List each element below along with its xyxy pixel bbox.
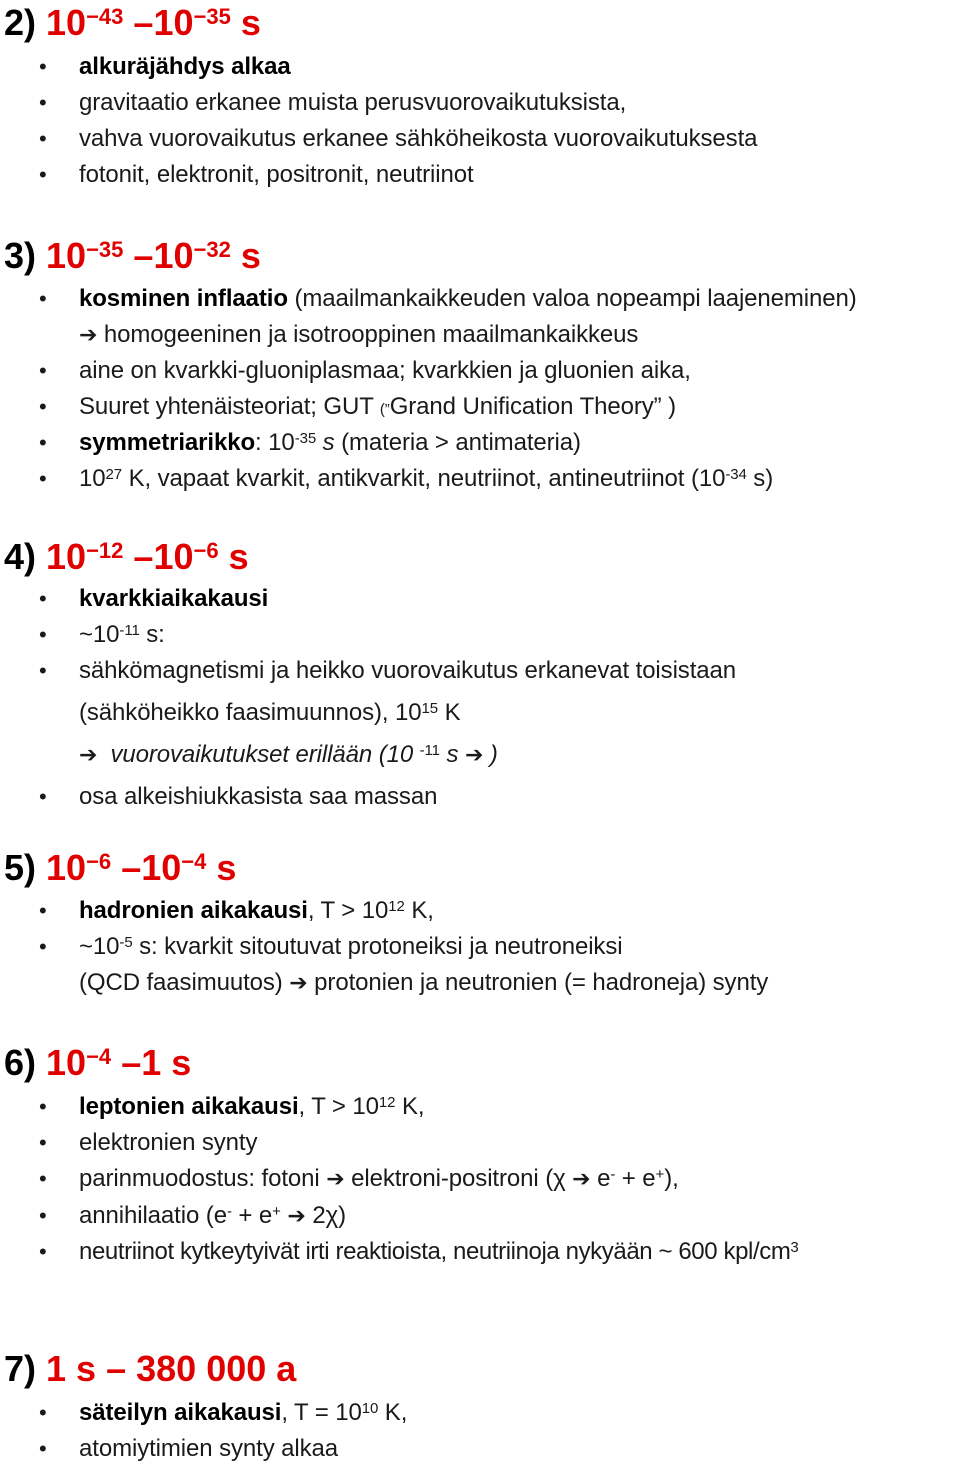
range-unit: s — [171, 1042, 192, 1083]
range-start-base: 10 — [46, 235, 87, 276]
list-item — [39, 655, 737, 687]
exponent: + — [655, 1166, 665, 1183]
range-dash: – — [121, 847, 142, 888]
item-text: osa alkeishiukkasista saa massan — [79, 783, 438, 810]
item-bold: kvarkkiaikakausi — [79, 585, 269, 612]
bullet-icon: • — [39, 784, 47, 809]
bullet-icon: • — [39, 54, 47, 79]
range-start-exp: −4 — [86, 1044, 112, 1069]
item-italic: ) — [483, 741, 498, 768]
item-text: atomiytimien synty alkaa — [79, 1435, 339, 1462]
item-text: gravitaatio erkanee muista perusvuorovaikutuksista, — [79, 89, 627, 116]
list-item — [39, 427, 581, 459]
item-text: K — [438, 699, 461, 726]
range-end-base: 1 — [141, 1042, 162, 1083]
paren-close: ” ) — [653, 393, 677, 420]
bullet-icon: • — [39, 466, 47, 491]
range-end-base: 10 — [153, 536, 194, 577]
item-text: + e — [615, 1165, 656, 1192]
item-text: (QCD faasimuutos) — [79, 969, 290, 996]
item-text: , T = 10 — [281, 1399, 362, 1426]
range-start-exp: −43 — [86, 4, 124, 29]
bullet-icon: • — [39, 1400, 47, 1425]
section-number: 5) — [4, 847, 37, 888]
exponent: - — [610, 1166, 616, 1183]
list-item — [39, 1200, 346, 1232]
range-end-exp: −35 — [193, 4, 231, 29]
section-number: 6) — [4, 1042, 37, 1083]
item-text: K, — [404, 897, 434, 924]
bullet-icon: • — [39, 162, 47, 187]
item-bold: symmetriarikko — [79, 429, 256, 456]
list-item — [39, 619, 165, 651]
arrow-right-icon: ➔ — [464, 742, 484, 767]
exponent: 3 — [790, 1239, 799, 1256]
item-text: e — [590, 1165, 611, 1192]
exponent: -5 — [119, 934, 133, 951]
exponent: 27 — [105, 466, 122, 483]
bullet-icon: • — [39, 586, 47, 611]
item-text: elektroni-positroni (χ — [344, 1165, 573, 1192]
exponent: -11 — [419, 742, 440, 759]
item-text: elektronien synty — [79, 1129, 258, 1156]
item-text: 2χ) — [305, 1202, 346, 1229]
item-text: ), — [664, 1165, 679, 1192]
exponent: 10 — [361, 1400, 379, 1417]
bullet-icon: • — [39, 934, 47, 959]
item-text: , T > 10 — [307, 897, 389, 924]
range-start-exp: −35 — [86, 237, 124, 262]
section-heading-7 — [4, 1349, 296, 1389]
item-text: parinmuodostus: fotoni — [79, 1165, 327, 1192]
bullet-icon: • — [39, 286, 47, 311]
list-item — [39, 1091, 425, 1123]
exponent: - — [226, 1203, 232, 1220]
bullet-icon: • — [39, 658, 47, 683]
section-number: 2) — [4, 2, 37, 43]
list-item — [39, 51, 291, 83]
list-item — [39, 1127, 258, 1159]
list-item — [39, 391, 677, 426]
item-text: K, vapaat kvarkit, antikvarkit, neutriinot, antineutriinot (10 — [122, 465, 726, 492]
list-item — [39, 1397, 408, 1429]
item-text: K, — [378, 1399, 408, 1426]
range-end: 380 000 a — [136, 1348, 297, 1389]
item-text: annihilaatio (e — [79, 1202, 227, 1229]
range-end-exp: −4 — [181, 849, 207, 874]
item-text: K, — [395, 1093, 425, 1120]
item-text: + e — [231, 1202, 273, 1229]
range-start-base: 10 — [46, 847, 87, 888]
arrow-right-icon: ➔ — [326, 1166, 345, 1191]
range-unit: s — [240, 235, 261, 276]
item-bold: hadronien aikakausi — [79, 897, 308, 924]
bullet-icon: • — [39, 1130, 47, 1155]
item-text: s: — [139, 621, 165, 648]
arrow-right-icon: ➔ — [287, 1203, 306, 1228]
list-item — [79, 967, 768, 999]
section-heading-5 — [4, 848, 236, 888]
item-text: ~10 — [79, 621, 120, 648]
item-text: ~10 — [79, 933, 120, 960]
item-text: , T > 10 — [298, 1093, 379, 1120]
arrow-right-icon: ➔ — [79, 742, 98, 767]
exponent: 12 — [388, 898, 405, 915]
range-end-exp: −6 — [193, 538, 219, 563]
bullet-icon: • — [39, 126, 47, 151]
section-heading-2 — [4, 3, 261, 43]
item-text: Grand Unification Theory — [389, 393, 654, 420]
range-start-exp: −6 — [86, 849, 112, 874]
list-item — [39, 1433, 339, 1465]
section-heading-3 — [4, 236, 261, 276]
list-item — [39, 1163, 679, 1195]
item-text: Suuret yhtenäisteoriat; GUT — [79, 393, 380, 420]
range-unit: s — [228, 536, 249, 577]
item-text: sähkömagnetismi ja heikko vuorovaikutus erkanevat toisistaan — [79, 657, 737, 684]
list-item — [39, 123, 758, 155]
range-start-base: 10 — [46, 536, 87, 577]
range-start-base: 10 — [46, 2, 87, 43]
item-text: aine on kvarkki-gluoniplasmaa; kvarkkien ja gluonien aika, — [79, 357, 691, 384]
bullet-icon: • — [39, 1094, 47, 1119]
bullet-icon: • — [39, 1203, 47, 1228]
exponent: -35 — [294, 430, 317, 447]
item-text: fotonit, elektronit, positronit, neutriinot — [79, 161, 474, 188]
item-italic: vuorovaikutukset erillään (10 — [110, 741, 420, 768]
range-dash: – — [133, 536, 154, 577]
bullet-icon: • — [39, 358, 47, 383]
section-number: 4) — [4, 536, 37, 577]
item-text: vahva vuorovaikutus erkanee sähköheikosta vuorovaikutuksesta — [79, 125, 758, 152]
range-end-base: 10 — [153, 2, 194, 43]
arrow-right-icon: ➔ — [79, 322, 98, 347]
list-item — [39, 583, 269, 615]
bullet-icon: • — [39, 90, 47, 115]
list-item — [39, 87, 627, 119]
list-item — [79, 697, 461, 729]
list-item — [39, 159, 474, 191]
list-item — [79, 739, 498, 771]
list-item — [39, 931, 623, 963]
range-end-exp: −32 — [193, 237, 231, 262]
item-bold: kosminen inflaatio — [79, 285, 288, 312]
item-text: neutriinot kytkeytyivät irti reaktioista, neutriinoja nykyään ~ 600 kpl/cm — [79, 1238, 791, 1265]
bullet-icon: • — [39, 1166, 47, 1191]
item-text: s) — [746, 465, 774, 492]
range-unit: s — [240, 2, 261, 43]
paren-open: (” — [379, 401, 390, 418]
section-number: 3) — [4, 235, 37, 276]
range-end-base: 10 — [153, 235, 194, 276]
range-dash: – — [106, 1348, 127, 1389]
range-unit: s — [216, 847, 237, 888]
item-text: protonien ja neutronien (= hadroneja) synty — [307, 969, 769, 996]
bullet-icon: • — [39, 1239, 47, 1264]
item-text: 10 — [79, 465, 106, 492]
arrow-right-icon: ➔ — [572, 1166, 591, 1191]
list-item — [79, 319, 638, 351]
item-text: (maailmankaikkeuden valoa nopeampi laajeneminen) — [287, 285, 857, 312]
list-item — [39, 781, 438, 813]
item-text: : 10 — [255, 429, 295, 456]
range-start-base: 10 — [46, 1042, 87, 1083]
list-item — [39, 355, 691, 387]
exponent: 12 — [378, 1094, 396, 1111]
bullet-icon: • — [39, 898, 47, 923]
section-heading-6 — [4, 1043, 191, 1083]
list-item — [39, 1236, 799, 1268]
range-start: 1 s — [46, 1348, 97, 1389]
arrow-right-icon: ➔ — [289, 970, 308, 995]
item-text: homogeeninen ja isotrooppinen maailmankaikkeus — [103, 321, 639, 348]
list-item — [39, 283, 857, 315]
item-bold: säteilyn aikakausi — [79, 1399, 282, 1426]
section-number: 7) — [4, 1348, 37, 1389]
bullet-icon: • — [39, 1436, 47, 1461]
item-text: (sähköheikko faasimuunnos), 10 — [79, 699, 422, 726]
item-bold: leptonien aikakausi — [79, 1093, 299, 1120]
item-bold: alkuräjähdys alkaa — [79, 53, 291, 80]
item-italic: s — [316, 429, 335, 456]
item-italic: s — [439, 741, 465, 768]
exponent: 15 — [421, 700, 439, 717]
list-item — [39, 463, 774, 495]
bullet-icon: • — [39, 430, 47, 455]
range-dash: – — [133, 2, 154, 43]
range-start-exp: −12 — [86, 538, 124, 563]
range-end-base: 10 — [141, 847, 182, 888]
list-item — [39, 895, 434, 927]
bullet-icon: • — [39, 622, 47, 647]
item-text: s: kvarkit sitoutuvat protoneiksi ja neutroneiksi — [132, 933, 623, 960]
range-dash: – — [133, 235, 154, 276]
exponent: -34 — [725, 466, 747, 483]
section-heading-4 — [4, 537, 249, 577]
exponent: -11 — [119, 622, 140, 639]
item-text: (materia > antimateria) — [334, 429, 581, 456]
range-dash: – — [121, 1042, 142, 1083]
bullet-icon: • — [39, 394, 47, 419]
exponent: + — [272, 1203, 281, 1220]
